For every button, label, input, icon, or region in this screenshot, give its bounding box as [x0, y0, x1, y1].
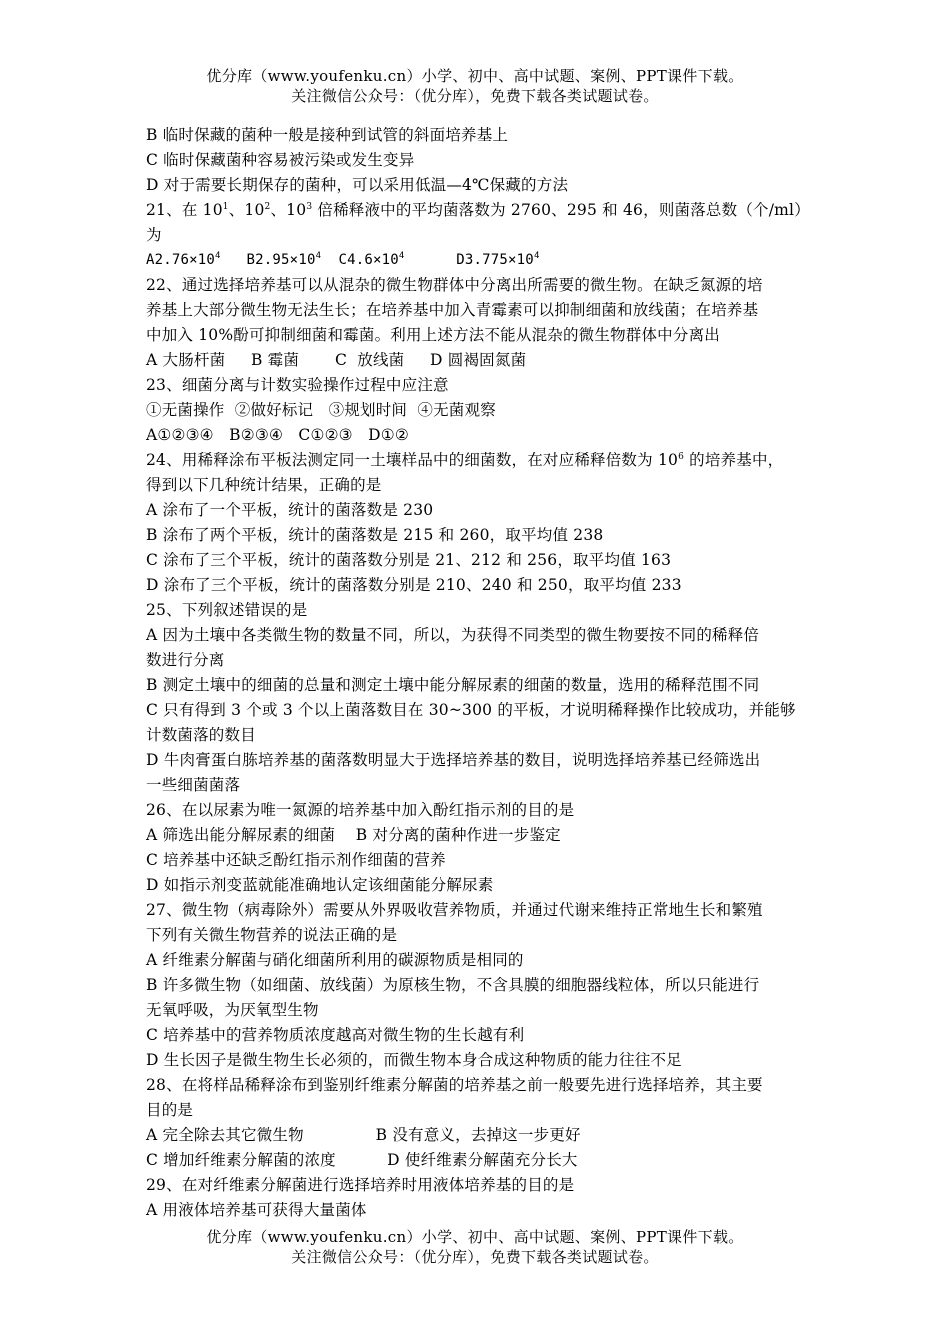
text-line: D 涂布了三个平板，统计的菌落数分别是 210、240 和 250，取平均值 233	[146, 576, 682, 594]
text-line: B 涂布了两个平板，统计的菌落数是 215 和 260，取平均值 238	[146, 526, 604, 544]
text-line: 得到以下几种统计结果，正确的是	[146, 476, 382, 494]
text-line: C 涂布了三个平板，统计的菌落数分别是 21、212 和 256，取平均值 163	[146, 551, 672, 569]
text-line: A 大肠杆菌 B 霉菌 C 放线菌 D 圆褐固氮菌	[146, 351, 527, 369]
text-line: C 只有得到 3 个或 3 个以上菌落数目在 30~300 的平板，才说明稀释操作比较成功，并能够	[146, 701, 796, 719]
header-line-1: 优分库（www.youfenku.cn）小学、初中、高中试题、案例、PPT课件下载。	[206, 67, 744, 85]
text-line: A 完全除去其它微生物 B 没有意义，去掉这一步更好	[146, 1126, 581, 1144]
text-line: D 对于需要长期保存的菌种，可以采用低温—4℃保藏的方法	[146, 176, 569, 194]
page-header	[0, 66, 950, 106]
text-line: 29、在对纤维素分解菌进行选择培养时用液体培养基的目的是	[146, 1176, 575, 1194]
text-line: 23、细菌分离与计数实验操作过程中应注意	[146, 376, 449, 394]
text-line: 无氧呼吸，为厌氧型生物	[146, 1001, 319, 1019]
question-24: 24、用稀释涂布平板法测定同一土壤样品中的细菌数，在对应稀释倍数为 $10^6$ 的培养基中，	[146, 451, 784, 469]
text-line: B 测定土壤中的细菌的总量和测定土壤中能分解尿素的细菌的数量，选用的稀释范围不同	[146, 676, 760, 694]
text-line: A①②③④ B②③④ C①②③ D①②	[146, 426, 409, 444]
text-line: 目的是	[146, 1101, 194, 1119]
text-line: 26、在以尿素为唯一氮源的培养基中加入酚红指示剂的目的是	[146, 801, 575, 819]
text-line: A 筛选出能分解尿素的细菌 B 对分离的菌种作进一步鉴定	[146, 826, 561, 844]
page-footer	[0, 1227, 950, 1267]
question-21: 21、在 $10^1$、$10^2$、$10^3$ 倍稀释液中的平均菌落数为 2760、295 和 46，则菌落总数（个/ml）	[146, 201, 810, 219]
text-line: 下列有关微生物营养的说法正确的是	[146, 926, 398, 944]
text-line: 一些细菌菌落	[146, 776, 241, 794]
text-line: D 生长因子是微生物生长必须的，而微生物本身合成这种物质的能力往往不足	[146, 1051, 682, 1069]
text-line: 22、通过选择培养基可以从混杂的微生物群体中分离出所需要的微生物。在缺乏氮源的培	[146, 276, 763, 294]
text-line: 数进行分离	[146, 651, 225, 669]
text-line: B 许多微生物（如细菌、放线菌）为原核生物，不含具膜的细胞器线粒体，所以只能进行	[146, 976, 760, 994]
text-line: A 因为土壤中各类微生物的数量不同，所以，为获得不同类型的微生物要按不同的稀释倍	[146, 626, 760, 644]
footer-line-2: 关注微信公众号：（优分库），免费下载各类试题试卷。	[291, 1248, 659, 1266]
text-line: 中加入 10%酚可抑制细菌和霉菌。利用上述方法不能从混杂的微生物群体中分离出	[146, 326, 720, 344]
text-line: 27、微生物（病毒除外）需要从外界吸收营养物质，并通过代谢来维持正常地生长和繁殖	[146, 901, 763, 919]
text-line: A 涂布了一个平板，统计的菌落数是 230	[146, 501, 434, 519]
text-line: ①无菌操作 ②做好标记 ③规划时间 ④无菌观察	[146, 401, 496, 419]
text-line: C 临时保藏菌种容易被污染或发生变异	[146, 151, 415, 169]
text-line: 计数菌落的数目	[146, 726, 256, 744]
text-line: A 纤维素分解菌与硝化细菌所利用的碳源物质是相同的	[146, 951, 524, 969]
document-body	[146, 123, 818, 1223]
text-line: B 临时保藏的菌种一般是接种到试管的斜面培养基上	[146, 126, 509, 144]
text-line: A 用液体培养基可获得大量菌体	[146, 1201, 367, 1219]
text-line: 28、在将样品稀释涂布到鉴别纤维素分解菌的培养基之前一般要先进行选择培养，其主要	[146, 1076, 763, 1094]
text-line: 养基上大部分微生物无法生长；在培养基中加入青霉素可以抑制细菌和放线菌；在培养基	[146, 301, 759, 319]
footer-line-1: 优分库（www.youfenku.cn）小学、初中、高中试题、案例、PPT课件下载。	[206, 1228, 744, 1246]
text-line: C 增加纤维素分解菌的浓度 D 使纤维素分解菌充分长大	[146, 1151, 578, 1169]
text-line: D 如指示剂变蓝就能准确地认定该细菌能分解尿素	[146, 876, 494, 894]
header-line-2: 关注微信公众号：（优分库），免费下载各类试题试卷。	[291, 87, 659, 105]
text-line: C 培养基中还缺乏酚红指示剂作细菌的营养	[146, 851, 446, 869]
text-line: 为	[146, 226, 162, 244]
question-21-options: $A2.76\times 10^4$ $B2.95\times 10^4$ $C4.6\times 10^4$ $D3.775\times 10^4$	[146, 251, 540, 268]
text-line: C 培养基中的营养物质浓度越高对微生物的生长越有利	[146, 1026, 525, 1044]
text-line: D 牛肉膏蛋白胨培养基的菌落数明显大于选择培养基的数目，说明选择培养基已经筛选出	[146, 751, 761, 769]
text-line: 25、下列叙述错误的是	[146, 601, 308, 619]
